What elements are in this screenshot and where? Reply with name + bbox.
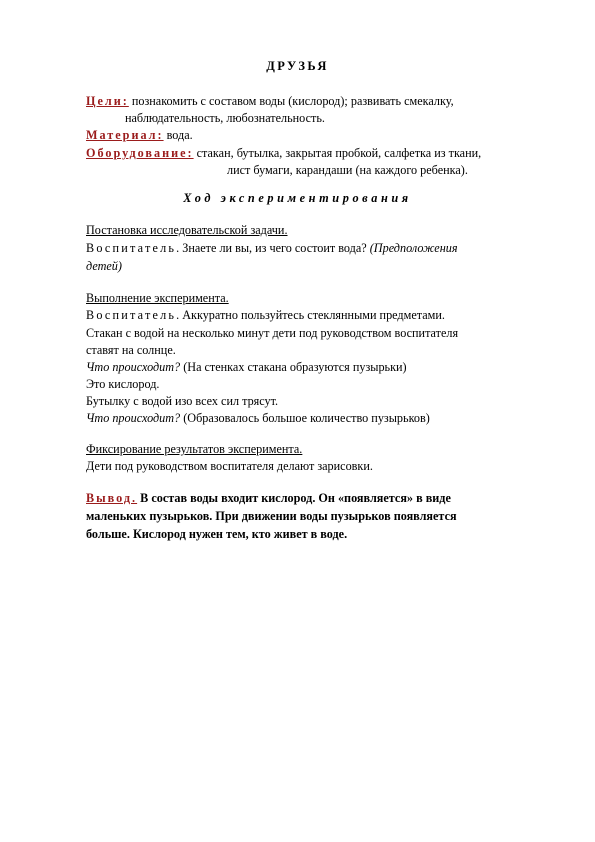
task-note-end: детей) bbox=[86, 259, 122, 273]
section-subtitle: Ход экспериментирования bbox=[183, 191, 412, 205]
experiment-answer-2: (Образовалось большое количество пузырьков) bbox=[180, 411, 430, 425]
experiment-speaker: Воспитатель bbox=[86, 308, 177, 322]
experiment-question-2: Что происходит? bbox=[86, 411, 181, 425]
page-title: ДРУЗЬЯ bbox=[266, 59, 329, 73]
goals-label: Цели: bbox=[86, 94, 129, 108]
goals-line-1 bbox=[86, 93, 454, 110]
results-line-1: Дети под руководством воспитателя делают зарисовки. bbox=[86, 459, 373, 473]
experiment-line-1 bbox=[86, 307, 445, 324]
experiment-heading: Выполнение эксперимента. bbox=[86, 291, 229, 305]
experiment-line-4 bbox=[86, 359, 407, 376]
experiment-answer-1: (На стенках стакана образуются пузырьки) bbox=[180, 360, 407, 374]
experiment-text-1: . Аккуратно пользуйтесь стеклянными предметами. bbox=[176, 308, 445, 322]
task-note-start: (Предположения bbox=[369, 241, 458, 255]
conclusion-text-1: В состав воды входит кислород. Он «появляется» в виде bbox=[137, 491, 451, 505]
conclusion-label: Вывод. bbox=[86, 491, 138, 505]
goals-text-1: познакомить с составом воды (кислород); развивать смекалку, bbox=[128, 94, 454, 108]
experiment-line-2: Стакан с водой на несколько минут дети под руководством воспитателя bbox=[86, 326, 459, 340]
equipment-text-1: стакан, бутылка, закрытая пробкой, салфетка из ткани, bbox=[193, 146, 482, 160]
equipment-label: Оборудование: bbox=[86, 146, 194, 160]
equipment-line-2: лист бумаги, карандаши (на каждого ребенка). bbox=[227, 163, 468, 177]
material-label: Материал: bbox=[86, 128, 164, 142]
task-line-1 bbox=[86, 240, 458, 257]
conclusion-line-1 bbox=[86, 490, 451, 507]
experiment-line-7 bbox=[86, 410, 430, 427]
material-line bbox=[86, 127, 193, 144]
conclusion-line-3: больше. Кислород нужен тем, кто живет в воде. bbox=[86, 527, 348, 541]
task-speaker: Воспитатель bbox=[86, 241, 177, 255]
task-question: . Знаете ли вы, из чего состоит вода? bbox=[176, 241, 370, 255]
equipment-line-1 bbox=[86, 145, 481, 162]
experiment-question-1: Что происходит? bbox=[86, 360, 181, 374]
goals-line-2: наблюдательность, любознательность. bbox=[125, 111, 325, 125]
task-heading: Постановка исследовательской задачи. bbox=[86, 223, 288, 237]
material-text: вода. bbox=[163, 128, 193, 142]
results-heading: Фиксирование результатов эксперимента. bbox=[86, 442, 303, 456]
conclusion-line-2: маленьких пузырьков. При движении воды пузырьков появляется bbox=[86, 509, 457, 523]
experiment-line-5: Это кислород. bbox=[86, 377, 160, 391]
experiment-line-3: ставят на солнце. bbox=[86, 343, 176, 357]
experiment-line-6: Бутылку с водой изо всех сил трясут. bbox=[86, 394, 279, 408]
